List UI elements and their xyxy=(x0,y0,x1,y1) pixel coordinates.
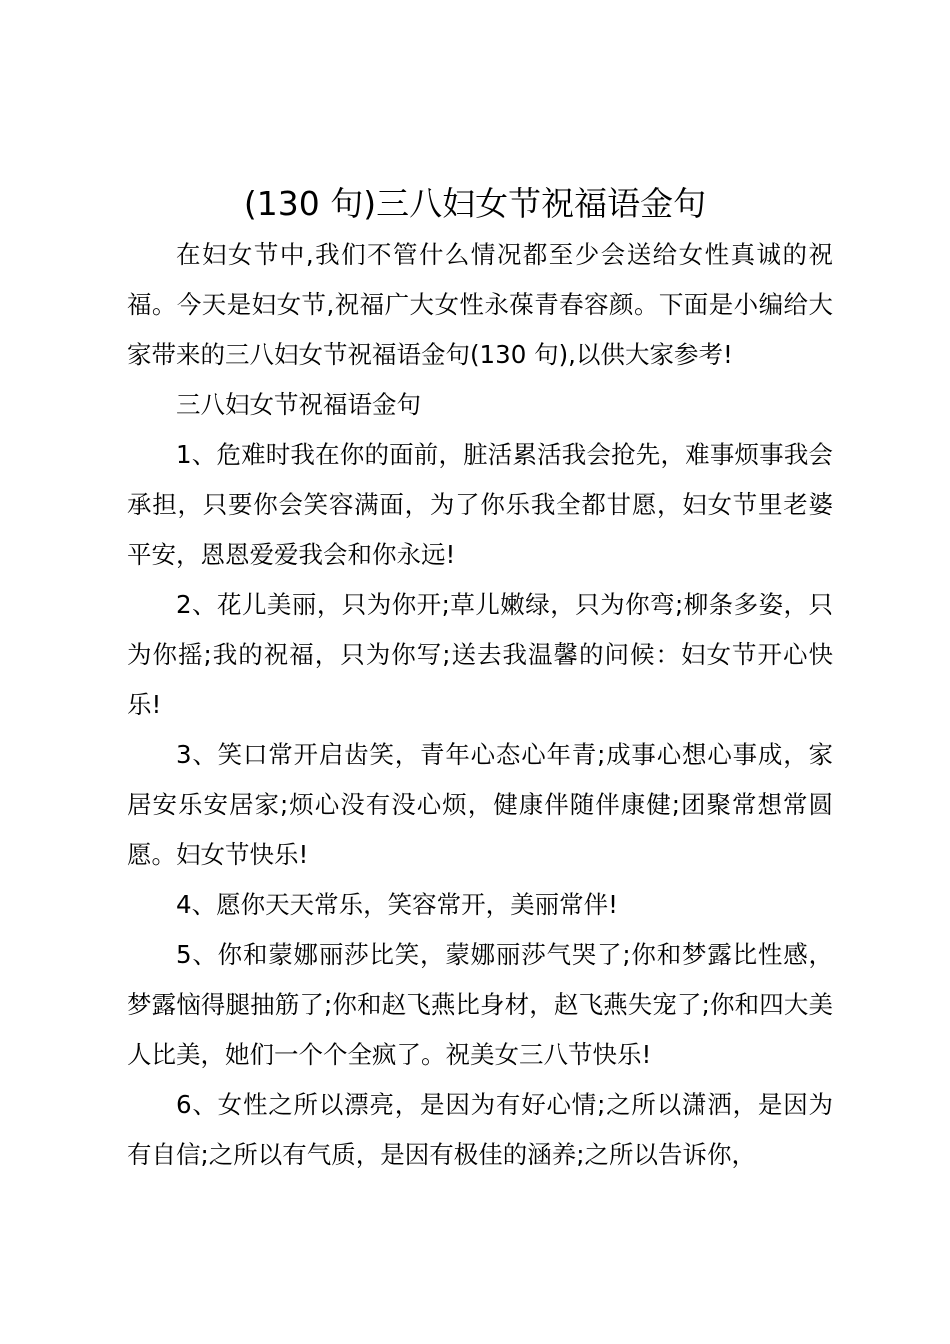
list-item: 1、危难时我在你的面前，脏活累活我会抢先，难事烦事我会承担，只要你会笑容满面，为了你乐我全都甘愿，妇女节里老婆平安，恩恩爱爱我会和你永远! xyxy=(127,440,833,569)
list-item: 3、笑口常开启齿笑，青年心态心年青;成事心想心事成，家居安乐安居家;烦心没有没心烦，健康伴随伴康健;团聚常想常圆愿。妇女节快乐! xyxy=(127,740,833,869)
intro-paragraph: 在妇女节中,我们不管什么情况都至少会送给女性真诚的祝福。今天是妇女节,祝福广大女性永葆青春容颜。下面是小编给大家带来的三八妇女节祝福语金句(130 句),以供大家参考! xyxy=(127,240,833,369)
document-body xyxy=(127,230,833,1180)
document-title: (130 句)三八妇女节祝福语金句 xyxy=(243,184,707,223)
section-heading: 三八妇女节祝福语金句 xyxy=(176,390,421,419)
list-item: 6、女性之所以漂亮，是因为有好心情;之所以潇洒，是因为有自信;之所以有气质，是因有极佳的涵养;之所以告诉你， xyxy=(127,1090,833,1169)
list-item: 5、你和蒙娜丽莎比笑，蒙娜丽莎气哭了;你和梦露比性感，梦露恼得腿抽筋了;你和赵飞燕比身材，赵飞燕失宠了;你和四大美人比美，她们一个个全疯了。祝美女三八节快乐! xyxy=(127,940,833,1069)
list-item: 4、愿你天天常乐，笑容常开，美丽常伴! xyxy=(176,890,618,919)
list-item: 2、花儿美丽，只为你开;草儿嫩绿，只为你弯;柳条多姿，只为你摇;我的祝福，只为你写;送去我温馨的问候：妇女节开心快乐! xyxy=(127,590,833,719)
